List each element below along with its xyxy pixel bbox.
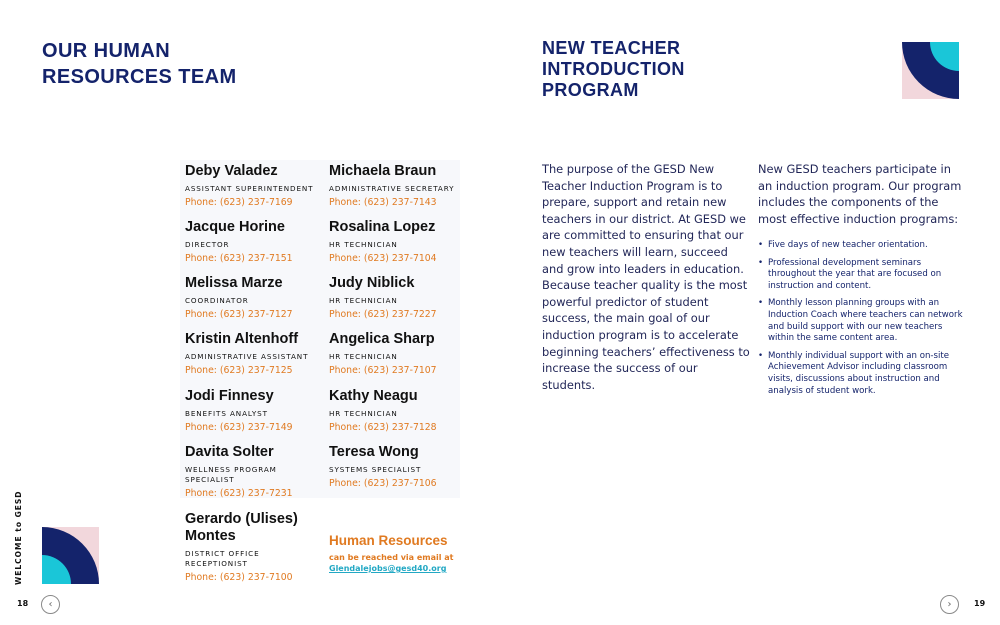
chevron-right-icon: › xyxy=(947,598,952,610)
contact-name: Deby Valadez xyxy=(185,163,278,179)
contact-card xyxy=(329,388,459,434)
contact-card xyxy=(185,219,315,265)
contact-name: Rosalina Lopez xyxy=(329,219,436,235)
page-title-hr-team xyxy=(42,38,302,90)
contact-name: Kristin Altenhoff xyxy=(185,331,299,347)
contact-title: HR TECHNICIAN xyxy=(329,296,398,305)
contact-title: COORDINATOR xyxy=(185,296,249,305)
contact-phone[interactable]: Phone: (623) 237-7106 xyxy=(329,478,437,489)
contact-title: DISTRICT OFFICE RECEPTIONIST xyxy=(185,549,260,568)
contact-phone[interactable]: Phone: (623) 237-7169 xyxy=(185,197,293,208)
contact-card xyxy=(329,331,459,377)
contact-title: HR TECHNICIAN xyxy=(329,240,398,249)
page-number-right: 19 xyxy=(974,599,986,608)
contact-title: BENEFITS ANALYST xyxy=(185,409,268,418)
decorative-shape xyxy=(42,527,99,584)
contact-card xyxy=(329,444,459,490)
contact-name: Davita Solter xyxy=(185,444,274,460)
contact-card xyxy=(329,219,459,265)
contact-title: HR TECHNICIAN xyxy=(329,409,398,418)
contact-phone[interactable]: Phone: (623) 237-7107 xyxy=(329,365,437,376)
intro-paragraph: The purpose of the GESD New Teacher Induction Program is to prepare, support and retain new teachers in our district. At GESD we are committed to ensuring that our new teachers will learn, succeed and grow into leaders in education. Because teacher quality is the most powerful predictor of student success, the main goal of our induction program is to accelerate beginning teachers’ effectiveness to increase the success of our students. xyxy=(542,162,750,392)
contact-card xyxy=(329,275,459,321)
contact-phone[interactable]: Phone: (623) 237-7151 xyxy=(185,253,293,264)
decorative-arc-icon xyxy=(42,527,99,584)
contact-title: ASSISTANT SUPERINTENDENT xyxy=(185,184,314,193)
program-components-list xyxy=(758,240,963,403)
contact-phone[interactable]: Phone: (623) 237-7125 xyxy=(185,365,293,376)
title-line: INTRODUCTION xyxy=(542,59,685,79)
contact-card xyxy=(185,331,315,377)
contact-name: Gerardo (Ulises) Montes xyxy=(185,511,298,544)
page-title-teacher-program xyxy=(542,38,762,101)
list-item: • Monthly individual support with an on-site Achievement Advisor including classroom visits, discussions about instruction and analysis of student work. xyxy=(758,351,963,397)
contact-name: Teresa Wong xyxy=(329,444,419,460)
contact-card xyxy=(185,511,315,584)
prev-page-button[interactable] xyxy=(41,595,60,614)
contact-title: DIRECTOR xyxy=(185,240,230,249)
list-item: • Monthly lesson planning groups with an Induction Coach where teachers can network and build support with our new teachers within the same content area. xyxy=(758,298,963,344)
contact-phone[interactable]: Phone: (623) 237-7149 xyxy=(185,422,293,433)
contact-name: Kathy Neagu xyxy=(329,388,418,404)
hr-box-note: can be reached via email at xyxy=(329,553,454,562)
contact-phone[interactable]: Phone: (623) 237-7227 xyxy=(329,309,437,320)
next-page-button[interactable] xyxy=(940,595,959,614)
contact-phone[interactable]: Phone: (623) 237-7231 xyxy=(185,488,293,499)
side-label: WELCOME to GESD xyxy=(14,490,23,585)
contact-card xyxy=(329,163,459,209)
contact-name: Michaela Braun xyxy=(329,163,437,179)
hr-contact-box xyxy=(329,532,469,574)
contact-title: HR TECHNICIAN xyxy=(329,352,398,361)
contact-phone[interactable]: Phone: (623) 237-7128 xyxy=(329,422,437,433)
contact-phone[interactable]: Phone: (623) 237-7127 xyxy=(185,309,293,320)
contact-card xyxy=(185,275,315,321)
contact-phone[interactable]: Phone: (623) 237-7104 xyxy=(329,253,437,264)
contact-title: WELLNESS PROGRAM SPECIALIST xyxy=(185,465,277,484)
contact-title: SYSTEMS SPECIALIST xyxy=(329,465,422,474)
page-number-left: 18 xyxy=(17,599,29,608)
decorative-arc-icon xyxy=(902,42,959,99)
hr-box-title: Human Resources xyxy=(329,533,448,548)
contact-name: Angelica Sharp xyxy=(329,331,435,347)
contact-name: Jodi Finnesy xyxy=(185,388,274,404)
contact-phone[interactable]: Phone: (623) 237-7143 xyxy=(329,197,437,208)
contact-card xyxy=(185,444,315,500)
contact-title: ADMINISTRATIVE ASSISTANT xyxy=(185,352,309,361)
chevron-left-icon: ‹ xyxy=(48,598,53,610)
contact-phone[interactable]: Phone: (623) 237-7100 xyxy=(185,572,293,583)
title-line: RESOURCES TEAM xyxy=(42,66,237,88)
title-line: PROGRAM xyxy=(542,80,639,100)
contact-card xyxy=(185,388,315,434)
decorative-shape xyxy=(902,42,959,99)
contact-card xyxy=(185,163,315,209)
contact-name: Melissa Marze xyxy=(185,275,283,291)
hr-email-link[interactable]: Glendalejobs@gesd40.org xyxy=(329,564,447,573)
contact-name: Judy Niblick xyxy=(329,275,415,291)
list-item: • Five days of new teacher orientation. xyxy=(758,240,963,252)
contact-title: ADMINISTRATIVE SECRETARY xyxy=(329,184,455,193)
program-paragraph: New GESD teachers participate in an induction program. Our program includes the components of the most effective induction programs: xyxy=(758,162,962,226)
contact-name: Jacque Horine xyxy=(185,219,285,235)
title-line: NEW TEACHER xyxy=(542,38,681,58)
list-item: • Professional development seminars throughout the year that are focused on instruction and content. xyxy=(758,258,963,293)
title-line: OUR HUMAN xyxy=(42,40,171,62)
